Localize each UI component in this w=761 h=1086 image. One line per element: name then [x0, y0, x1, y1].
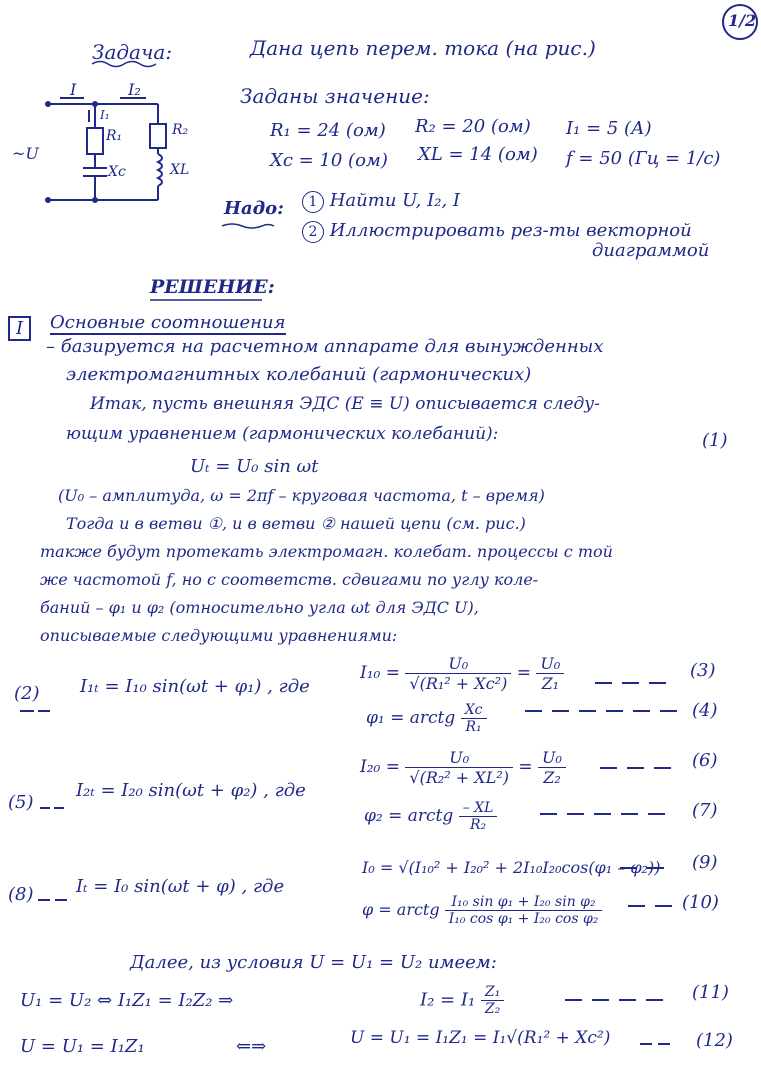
eq-number-4: (4) — [692, 700, 718, 721]
eq-number-7: (7) — [692, 800, 718, 821]
equiv-arrow: ⇐⇒ — [236, 1036, 267, 1057]
eq-number-3: (3) — [690, 660, 716, 681]
task-label: Задача: — [92, 40, 173, 64]
eq-number-6: (6) — [692, 750, 718, 771]
text-line-5: (U₀ – амплитуда, ω = 2πf – круговая частота, t – время) — [58, 486, 545, 505]
need-item-2-cont: диаграммой — [592, 240, 710, 261]
label-i1: I₁ — [100, 108, 110, 122]
label-u: ~U — [12, 144, 39, 163]
eq-number-9: (9) — [692, 852, 718, 873]
text-line-11: Далее, из условия U = U₁ = U₂ имеем: — [130, 952, 497, 973]
eq-number-10: (10) — [682, 892, 719, 913]
text-line-9: баний – φ₁ и φ₂ (относительно угла ωt для ЭДС U), — [40, 598, 479, 617]
text-line-7: также будут протекать электромагн. колебат. процессы с той — [40, 542, 613, 561]
equation-8: Iₜ = I₀ sin(ωt + φ) , где — [76, 876, 285, 897]
eq-number-2: (2) — [14, 683, 40, 704]
equation-12-right: U = U₁ = I₁Z₁ = I₁√(R₁² + Xc²) — [350, 1028, 611, 1048]
equation-1: Uₜ = U₀ sin ωt — [190, 456, 319, 477]
section-number: I — [8, 318, 31, 339]
equation-9: I₀ = √(I₁₀² + I₂₀² + 2I₁₀I₂₀cos(φ₁ – φ₂)) — [362, 858, 661, 877]
eq-number-5: (5) — [8, 792, 34, 813]
eq-number-8: (8) — [8, 884, 34, 905]
value-r2: R₂ = 20 (ом) — [415, 116, 531, 137]
equation-12-left: U = U₁ = I₁Z₁ — [20, 1036, 145, 1057]
label-i2: I₂ — [128, 80, 141, 99]
label-xc: Xc — [108, 164, 126, 180]
label-i: I — [70, 80, 77, 99]
equation-5: I₂ₜ = I₂₀ sin(ωt + φ₂) , где — [76, 780, 306, 801]
values-label: Заданы значение: — [240, 84, 430, 108]
label-xl: XL — [170, 162, 190, 178]
equation-4: φ₁ = arctg $\frac{Xc}{\text{R₁}}$ — [366, 702, 487, 735]
need-item-2: 2 Иллюстрировать рез-ты векторной — [302, 220, 692, 243]
text-line-10: описываемые следующими уравнениями: — [40, 626, 398, 645]
need-item-1: 1 Найти U, I₂, I — [302, 190, 460, 213]
page-number: 1/2 — [728, 11, 757, 30]
value-i1: I₁ = 5 (А) — [566, 118, 652, 139]
value-f: f = 50 (Гц = 1/c) — [566, 148, 721, 169]
text-line-6: Тогда и в ветви ①, и в ветви ② нашей цепи (см. рис.) — [66, 514, 526, 533]
text-line-4: ющим уравнением (гармонических колебаний): — [66, 424, 499, 444]
equation-11-left: U₁ = U₂ ⇔ I₁Z₁ = I₂Z₂ ⇒ — [20, 990, 234, 1011]
equation-2: I₁ₜ = I₁₀ sin(ωt + φ₁) , где — [80, 676, 310, 697]
equation-10: φ = arctg $\frac{\text{I₁₀ sin φ₁ + I₂₀ sin φ₂}}{\text{I₁₀ cos φ₁ + I₂₀ cos φ₂}}$ — [362, 894, 602, 927]
value-xc: Xc = 10 (ом) — [270, 150, 388, 171]
equation-7: φ₂ = arctg $\frac{- XL}{\text{R₂}}$ — [364, 800, 497, 833]
eq-number-1: (1) — [702, 430, 728, 451]
text-line-2: электромагнитных колебаний (гармонических) — [66, 364, 532, 385]
equation-6: I₂₀ = $\frac{\text{U₀}}{\text{√(R₂² + XL²)}}$ = $\frac{\text{U₀}}{\text{Z₂}}$ — [360, 748, 566, 787]
eq-number-11: (11) — [692, 982, 729, 1003]
given-line: Дана цепь перем. тока (на рис.) — [250, 36, 596, 60]
text-line-3: Итак, пусть внешняя ЭДС (E ≡ U) описывается следу- — [90, 394, 600, 414]
value-xl: XL = 14 (ом) — [418, 144, 538, 165]
section-title: Основные соотношения — [50, 312, 286, 333]
need-label: Надо: — [224, 198, 284, 219]
eq-number-12: (12) — [696, 1030, 733, 1051]
value-r1: R₁ = 24 (ом) — [270, 120, 386, 141]
label-r1: R₁ — [106, 128, 123, 144]
label-r2: R₂ — [172, 122, 189, 138]
text-line-8: же частотой f, но с соответств. сдвигами по углу коле- — [40, 570, 539, 589]
equation-11-right: I₂ = I₁ $\frac{\text{Z₁}}{\text{Z₂}}$ — [420, 984, 504, 1017]
equation-3: I₁₀ = $\frac{\text{U₀}}{\text{√(R₁² + Xc²)}}$ = $\frac{\text{U₀}}{\text{Z₁}}$ — [360, 654, 564, 693]
text-line-1: – базируется на расчетном аппарате для вынужденных — [46, 336, 604, 357]
solution-title: РЕШЕНИЕ: — [150, 276, 275, 298]
